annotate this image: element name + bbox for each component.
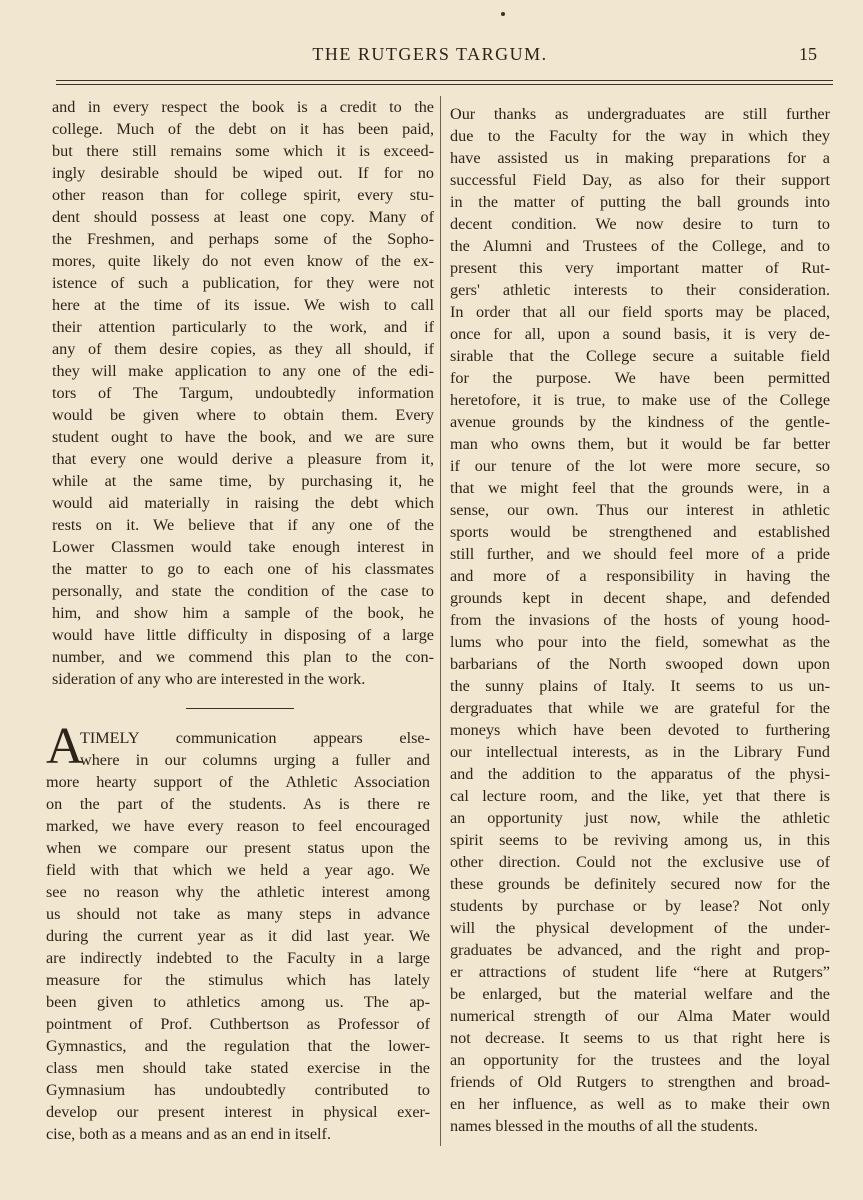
text-line: barbarians of the North swooped down upon — [450, 655, 830, 673]
column-divider — [440, 96, 441, 1146]
text-line: successful Field Day, as also for their support — [450, 171, 830, 189]
text-line: be enlarged, but the material welfare and the — [450, 985, 830, 1003]
text-line: when we compare our present status upon the — [46, 839, 430, 857]
text-line: Lower Classmen would take enough interest in — [52, 538, 434, 556]
header-rule-thick — [56, 80, 833, 81]
text-line: dent should possess at least one copy. Many of — [52, 208, 434, 226]
text-line: would be given where to obtain them. Every — [52, 406, 434, 424]
text-line: the Alumni and Trustees of the College, and to — [450, 237, 830, 255]
text-line: measure for the stimulus which has lately — [46, 971, 430, 989]
text-line: the sunny plains of Italy. It seems to us un- — [450, 677, 830, 695]
text-line: mores, quite likely do not even know of the ex- — [52, 252, 434, 270]
text-line: graduates be advanced, and the right and prop- — [450, 941, 830, 959]
text-line: number, and we commend this plan to the con- — [52, 648, 434, 666]
text-line: if our tenure of the lot were more secure, so — [450, 457, 830, 475]
text-line: on the part of the students. As is there re — [46, 795, 430, 813]
text-line: in the matter of putting the ball grounds into — [450, 193, 830, 211]
text-line: field with that which we held a year ago. We — [46, 861, 430, 879]
text-line: once for all, upon a sound basis, it is very de- — [450, 325, 830, 343]
left-column-paragraph-1 — [52, 96, 434, 690]
header-rule-thin — [56, 84, 833, 85]
text-line: moneys which have been devoted to furthering — [450, 721, 830, 739]
text-line: other reason than for college spirit, every stu- — [52, 186, 434, 204]
text-line: cal lecture room, and the like, yet that there is — [450, 787, 830, 805]
text-line: during the current year as it did last year. We — [46, 927, 430, 945]
text-line: lums who pour into the field, somewhat as the — [450, 633, 830, 651]
text-line: where in our columns urging a fuller and — [80, 751, 430, 769]
text-line: student ought to have the book, and we are sure — [52, 428, 434, 446]
text-line: see no reason why the athletic interest among — [46, 883, 430, 901]
left-column-paragraph-2 — [46, 727, 430, 1145]
text-line: here at the time of its issue. We wish to call — [52, 296, 434, 314]
text-line: sense, our own. Thus our interest in athletic — [450, 501, 830, 519]
text-line: tors of The Targum, undoubtedly information — [52, 384, 434, 402]
text-line: will the physical development of the under- — [450, 919, 830, 937]
text-line: rests on it. We believe that if any one of the — [52, 516, 434, 534]
text-line: decent condition. We now desire to turn to — [450, 215, 830, 233]
text-line: heretofore, it is true, to make use of the College — [450, 391, 830, 409]
text-line: more hearty support of the Athletic Association — [46, 773, 430, 791]
text-line: In order that all our field sports may be placed, — [450, 303, 830, 321]
text-line: er attractions of student life “here at Rutgers” — [450, 963, 830, 981]
text-line: an opportunity for the trustees and the loyal — [450, 1051, 830, 1069]
text-line: spirit seems to be reviving among us, in this — [450, 831, 830, 849]
text-line: would aid materially in raising the debt which — [52, 494, 434, 512]
text-line: still further, and we should feel more of a pride — [450, 545, 830, 563]
publication-title: THE RUTGERS TARGUM. — [312, 44, 548, 64]
text-line: have assisted us in making preparations for a — [450, 149, 830, 167]
text-line: their attention particularly to the work, and if — [52, 318, 434, 336]
text-line: Gymnastics, and the regulation that the lower- — [46, 1037, 430, 1055]
text-line: due to the Faculty for the way in which they — [450, 127, 830, 145]
text-line: names blessed in the mouths of all the students. — [450, 1117, 758, 1135]
text-line: that we might feel that the grounds were, in a — [450, 479, 830, 497]
text-line: the matter to go to each one of his classmates — [52, 560, 434, 578]
text-line: an opportunity just now, while the athletic — [450, 809, 830, 827]
text-line: pointment of Prof. Cuthbertson as Professor of — [46, 1015, 430, 1033]
text-line: grounds kept in decent shape, and defended — [450, 589, 830, 607]
text-line: any of them desire copies, as they all should, if — [52, 340, 434, 358]
running-head — [0, 44, 863, 68]
text-line: friends of Old Rutgers to strengthen and broad- — [450, 1073, 830, 1091]
text-line: develop our present interest in physical exer- — [46, 1103, 430, 1121]
text-line: are indirectly indebted to the Faculty in a large — [46, 949, 430, 967]
text-line: him, and show him a sample of the book, he — [52, 604, 434, 622]
section-separator — [186, 708, 294, 709]
page-number: 15 — [799, 44, 817, 64]
right-column-paragraph — [450, 103, 830, 1137]
text-line: that every one would derive a pleasure from it, — [52, 450, 434, 468]
text-line: not decrease. It seems to us that right here is — [450, 1029, 830, 1047]
text-line: but there still remains some which it is exceed- — [52, 142, 434, 160]
text-line: avenue grounds by the kindness of the gentle- — [450, 413, 830, 431]
drop-cap: A — [46, 718, 84, 775]
text-line: the Freshmen, and perhaps some of the Sopho- — [52, 230, 434, 248]
text-line: en her influence, as well as to make their own — [450, 1095, 830, 1113]
text-line: Gymnasium has undoubtedly contributed to — [46, 1081, 430, 1099]
text-line: dergraduates that while we are grateful for the — [450, 699, 830, 717]
text-line: and in every respect the book is a credit to the — [52, 98, 434, 116]
text-line: present this very important matter of Rut- — [450, 259, 830, 277]
text-line: gers' athletic interests to their consideration. — [450, 281, 830, 299]
text-line: personally, and state the condition of the case to — [52, 582, 434, 600]
text-line: ingly desirable should be wiped out. If for no — [52, 164, 434, 182]
text-line: cise, both as a means and as an end in itself. — [46, 1125, 331, 1143]
text-line: TIMELY communication appears else- — [80, 729, 430, 747]
text-line: sideration of any who are interested in the work. — [52, 670, 366, 688]
text-line: and more of a responsibility in having the — [450, 567, 830, 585]
text-line: Our thanks as undergraduates are still further — [450, 105, 830, 123]
text-line: istence of such a publication, for they were not — [52, 274, 434, 292]
text-line: they will make application to any one of the edi- — [52, 362, 434, 380]
text-line: sirable that the College secure a suitable field — [450, 347, 830, 365]
text-line: class men should take stated exercise in the — [46, 1059, 430, 1077]
text-line: and the addition to the apparatus of the physi- — [450, 765, 830, 783]
text-line: from the invasions of the hosts of young hood- — [450, 611, 830, 629]
ink-speck — [501, 12, 505, 16]
text-line: our intellectual interests, as in the Library Fund — [450, 743, 830, 761]
text-line: students by purchase or by lease? Not only — [450, 897, 830, 915]
text-line: marked, we have every reason to feel encouraged — [46, 817, 430, 835]
text-line: while at the same time, by purchasing it, he — [52, 472, 434, 490]
text-line: would have little difficulty in disposing of a large — [52, 626, 434, 644]
text-line: college. Much of the debt on it has been paid, — [52, 120, 434, 138]
text-line: these grounds be definitely secured now for the — [450, 875, 830, 893]
text-line: sports would be strengthened and established — [450, 523, 830, 541]
text-line: other direction. Could not the exclusive use of — [450, 853, 830, 871]
text-line: for the purpose. We have been permitted — [450, 369, 830, 387]
text-line: numerical strength of our Alma Mater would — [450, 1007, 830, 1025]
text-line: been given to athletics among us. The ap- — [46, 993, 430, 1011]
text-line: man who owns them, but it would be far better — [450, 435, 830, 453]
text-line: us should not take as many steps in advance — [46, 905, 430, 923]
